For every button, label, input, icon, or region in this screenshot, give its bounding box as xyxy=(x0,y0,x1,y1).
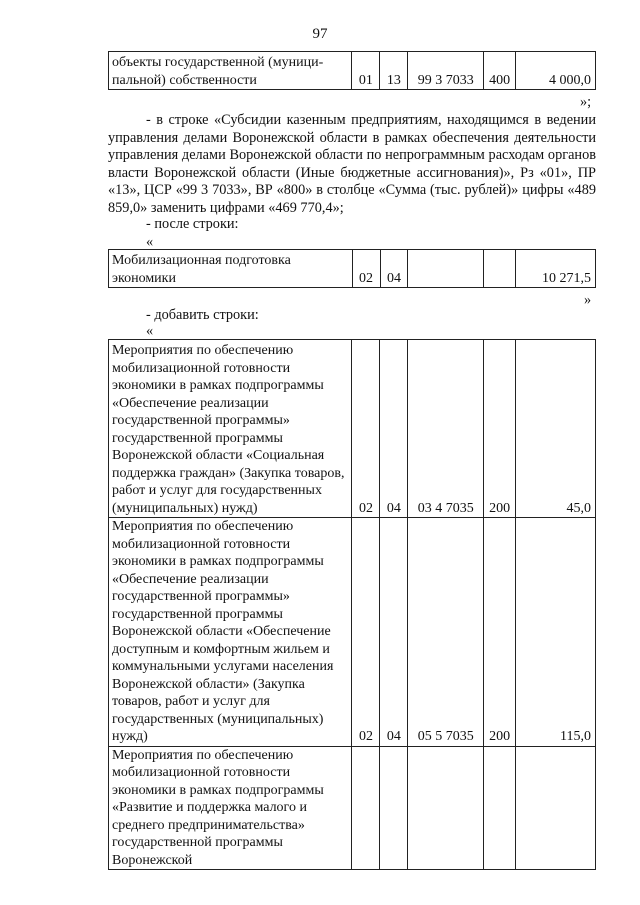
rz-cell xyxy=(352,746,380,870)
pr-cell: 04 xyxy=(380,518,408,747)
sum-cell: 115,0 xyxy=(516,518,596,747)
pr-cell xyxy=(380,746,408,870)
sum-cell xyxy=(516,746,596,870)
pr-cell: 13 xyxy=(380,52,408,90)
closing-quote: » xyxy=(584,292,592,308)
pr-cell: 04 xyxy=(380,250,408,288)
csr-cell xyxy=(408,250,484,288)
closing-quote: »; xyxy=(580,94,592,110)
row-description: Мероприятия по обеспечению мобилизационной готовности экономики в рамках подпрограммы «Обеспечение реализации государственной программы» государственной программы Воронежской области «Обеспечение доступным и комфортным жильем и коммунальными услугами населения Воронежской области» (Закупка товаров, работ и услуг для государственных (муниципальных) нужд) xyxy=(109,518,352,747)
table-row xyxy=(109,52,596,90)
row-description: Мобилизационная подготовка экономики xyxy=(109,250,353,288)
sum-cell: 45,0 xyxy=(516,340,596,518)
sum-cell: 4 000,0 xyxy=(516,52,596,90)
opening-quote: « xyxy=(146,323,154,339)
vr-cell: 200 xyxy=(484,340,516,518)
table-row xyxy=(109,250,596,288)
page-number: 97 xyxy=(312,26,328,42)
vr-cell xyxy=(484,746,516,870)
opening-quote: « xyxy=(146,234,154,250)
table-row xyxy=(109,340,596,518)
table-row xyxy=(109,746,596,870)
rz-cell: 02 xyxy=(352,250,380,288)
row-description: Мероприятия по обеспечению мобилизационной готовности экономики в рамках подпрограммы «Обеспечение реализации государственной программы» государственной программы Воронежской области «Социальная поддержка граждан» (Закупка товаров, работ и услуг для государственных (муниципальных) нужд) xyxy=(109,340,352,518)
csr-cell: 05 5 7035 xyxy=(408,518,484,747)
pr-cell: 04 xyxy=(380,340,408,518)
budget-table-1 xyxy=(108,51,596,90)
budget-table-2 xyxy=(108,249,596,288)
csr-cell: 03 4 7035 xyxy=(408,340,484,518)
after-row-instruction: - после строки: xyxy=(146,216,239,232)
vr-cell: 400 xyxy=(484,52,516,90)
budget-table-3 xyxy=(108,339,596,870)
amendment-paragraph: - в строке «Субсидии казенным предприятиям, находящимся в ведении управления делами Воронежской области в рамках обеспечения деятельности управления делами Воронежской области по непрограммным расходам органов власти Воронежской области (Иные бюджетные ассигнования)», Рз «01», ПР «13», ЦСР «99 3 7033», ВР «800» в столбце «Сумма (тыс. рублей)» цифры «489 859,0» заменить цифрами «469 770,4»; xyxy=(108,112,596,216)
csr-cell: 99 3 7033 xyxy=(408,52,484,90)
vr-cell xyxy=(484,250,516,288)
rz-cell: 01 xyxy=(352,52,380,90)
row-description: объекты государственной (муници-пальной) собственности xyxy=(109,52,352,90)
row-description: Мероприятия по обеспечению мобилизационной готовности экономики в рамках подпрограммы «Развитие и поддержка малого и среднего предпринимательства» государственной программы Воронежской xyxy=(109,746,352,870)
add-rows-instruction: - добавить строки: xyxy=(146,307,259,323)
csr-cell xyxy=(408,746,484,870)
rz-cell: 02 xyxy=(352,518,380,747)
table-row xyxy=(109,518,596,747)
vr-cell: 200 xyxy=(484,518,516,747)
sum-cell: 10 271,5 xyxy=(516,250,596,288)
rz-cell: 02 xyxy=(352,340,380,518)
